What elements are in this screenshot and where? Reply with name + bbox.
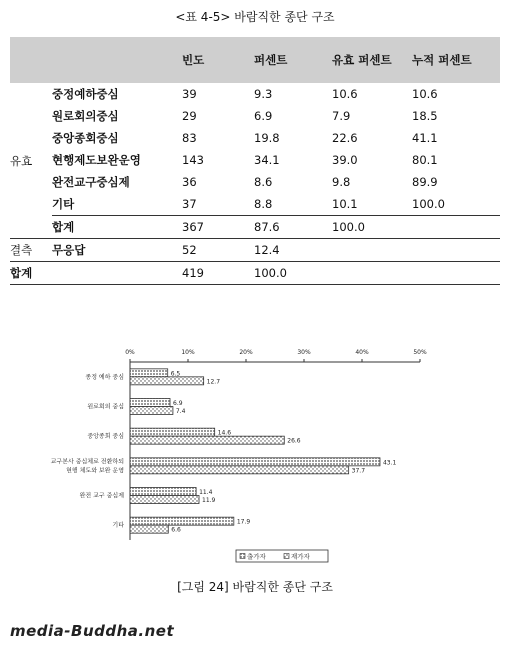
cell-cum-pct: 18.5 [412,109,438,123]
missing-label: 무응답 [52,239,182,262]
cell-pct: 8.6 [254,175,273,189]
cell-valid-pct: 7.9 [332,109,351,123]
legend-label: 출가자 [247,552,266,561]
cell-valid-pct: 10.1 [332,197,358,211]
legend-swatch [284,554,289,559]
frequency-table [10,37,500,285]
cell-cum-pct: 80.1 [412,153,438,167]
x-tick-label: 30% [297,349,311,356]
valid-total-freq: 367 [182,216,254,239]
data-label: 6.6 [171,526,181,534]
cell-freq: 143 [182,153,204,167]
bar-chart [0,340,510,570]
header-freq: 빈도 [182,37,254,83]
cell-valid-pct: 10.6 [332,87,358,101]
x-tick-label: 50% [413,349,427,356]
table-row [10,149,500,171]
table-row [10,193,500,216]
bar-chulgaja [130,428,215,436]
category-label: 기타 [112,522,124,530]
bar-chulgaja [130,369,168,377]
x-tick-label: 40% [355,349,369,356]
table-row [10,127,500,149]
category-label: 원로회의 중심 [87,403,124,411]
data-label: 12.7 [206,378,221,386]
data-label: 14.6 [217,429,232,437]
cell-freq: 39 [182,87,197,101]
data-label: 43.1 [382,459,397,467]
cell-pct: 6.9 [254,109,273,123]
bar-chulgaja [130,399,170,407]
cell-freq: 37 [182,197,197,211]
cell-pct: 19.8 [254,131,280,145]
category-label: 중앙종회 중심 [87,433,124,441]
table-row [10,105,500,127]
bar-jaegaja [130,377,204,385]
row-label: 현행제도보완운영 [52,153,141,167]
header-cum-pct: 누적 퍼센트 [412,37,500,83]
cell-freq: 83 [182,131,197,145]
grand-total-label: 합계 [10,262,182,285]
data-label: 37.7 [351,467,366,475]
legend-swatch [240,554,245,559]
cell-cum-pct: 10.6 [412,87,438,101]
missing-row [10,239,500,262]
cell-pct: 8.8 [254,197,273,211]
cell-freq: 36 [182,175,197,189]
header-valid-pct: 유효 퍼센트 [332,37,412,83]
cell-valid-pct: 9.8 [332,175,351,189]
row-label: 중정예하중심 [52,87,119,101]
valid-total-valid-pct: 100.0 [332,216,412,239]
table-row [10,83,500,105]
data-label: 26.6 [287,437,301,445]
grand-total-pct: 100.0 [254,262,332,285]
group-missing-label: 결측 [10,239,52,262]
table-caption: <표 4-5> 바람직한 종단 구조 [175,10,335,24]
data-label: 11.9 [202,497,216,504]
x-tick-label: 10% [181,349,195,356]
row-label: 완전교구중심제 [52,175,130,189]
data-label: 6.5 [170,370,181,378]
group-valid-label: 유효 [10,153,33,168]
valid-total-pct: 87.6 [254,216,332,239]
bar-jaegaja [130,466,349,474]
category-label: 현행 체도와 보완 운영 [66,467,124,475]
bar-jaegaja [130,525,168,533]
cell-freq: 29 [182,109,197,123]
bar-chulgaja [130,488,196,496]
cell-pct: 34.1 [254,153,280,167]
cell-cum-pct: 89.9 [412,175,438,189]
valid-total-label: 합계 [52,216,182,239]
x-tick-label: 0% [125,349,135,356]
bar-jaegaja [130,436,284,444]
cell-cum-pct: 100.0 [412,197,445,211]
row-label: 원로회의중심 [52,109,119,123]
cell-valid-pct: 39.0 [332,153,358,167]
x-tick-label: 20% [239,349,253,356]
row-label: 기타 [52,197,75,211]
table-header-row [10,37,500,83]
table-row [10,171,500,193]
bar-chulgaja [130,517,234,525]
category-label: 완전 교구 중심제 [79,492,124,500]
cell-pct: 9.3 [254,87,273,101]
data-label: 7.4 [175,408,186,415]
bar-chulgaja [130,458,380,466]
bar-jaegaja [130,407,173,415]
bar-jaegaja [130,496,199,504]
data-label: 11.4 [199,489,213,496]
data-label: 6.9 [173,400,183,407]
cell-cum-pct: 41.1 [412,131,438,145]
legend-label: 재가자 [291,552,310,561]
cell-valid-pct: 22.6 [332,131,358,145]
grand-total-freq: 419 [182,262,254,285]
row-label: 중앙종회중심 [52,131,119,145]
missing-freq: 52 [182,239,254,262]
header-pct: 퍼센트 [254,37,332,83]
grand-total-row [10,262,500,285]
valid-total-row [10,216,500,239]
missing-pct: 12.4 [254,239,332,262]
data-label: 17.9 [236,518,251,526]
figure-caption: [그림 24] 바람직한 종단 구조 [177,580,333,594]
category-label: 교구본사 중심체로 전환하되 [50,458,124,466]
watermark-logo: media-Buddha.net [10,622,175,640]
category-label: 종정 예하 중심 [85,373,124,381]
